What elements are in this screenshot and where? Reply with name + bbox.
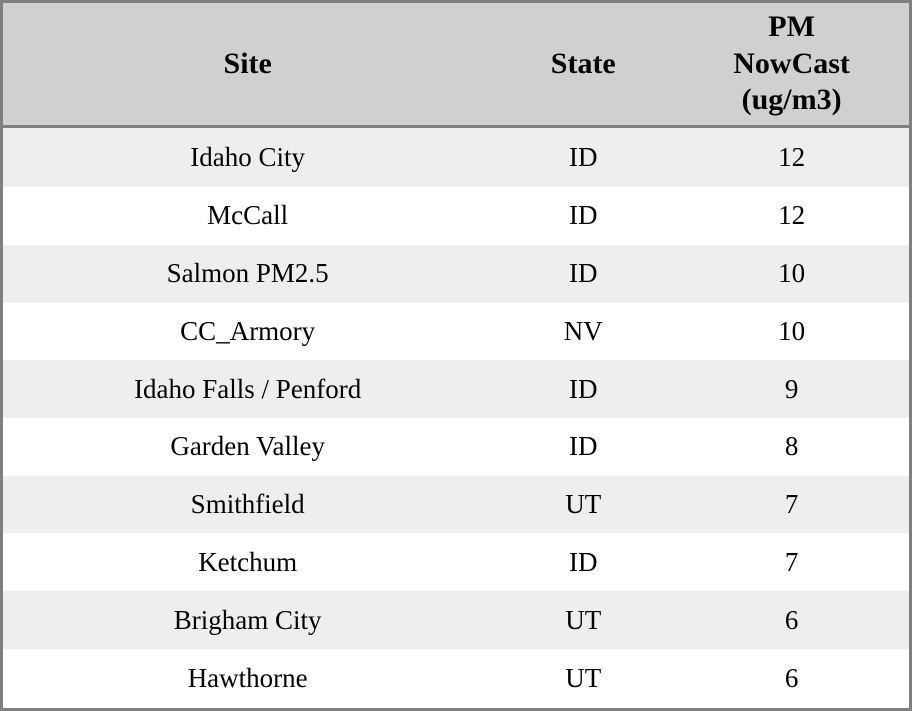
site-cell: McCall (207, 200, 289, 231)
state-cell: ID (569, 200, 598, 231)
table-row (2, 245, 911, 303)
table-row (2, 187, 911, 245)
site-cell: Garden Valley (170, 431, 326, 462)
state-cell: UT (565, 604, 602, 635)
value-cell: 12 (778, 200, 806, 231)
site-cell: Salmon PM2.5 (166, 258, 329, 289)
table-row (2, 303, 911, 361)
value-cell: 10 (778, 315, 806, 346)
col-header-site: Site (2, 2, 493, 127)
table-row (2, 476, 911, 534)
value-cell: 9 (784, 373, 799, 404)
state-cell: ID (569, 373, 598, 404)
table-row (2, 591, 911, 649)
col-header-state: State (492, 2, 674, 127)
state-cell: ID (569, 546, 598, 577)
table-row (2, 533, 911, 591)
value-cell: 6 (784, 662, 799, 693)
value-cell: 7 (784, 489, 799, 520)
pm-header-line-1: PM (768, 10, 815, 44)
site-cell: Smithfield (190, 489, 305, 520)
value-cell: 8 (784, 431, 799, 462)
site-cell: Idaho City (190, 142, 306, 173)
state-cell: UT (565, 662, 602, 693)
site-cell: Hawthorne (187, 662, 308, 693)
site-cell: Idaho Falls / Penford (134, 373, 362, 404)
site-cell: Brigham City (173, 604, 322, 635)
table-row (2, 418, 911, 476)
pm-header-line-3: (ug/m3) (741, 83, 842, 117)
value-cell: 12 (778, 142, 806, 173)
table-row (2, 649, 911, 710)
value-cell: 6 (784, 604, 799, 635)
site-cell: Ketchum (198, 546, 298, 577)
state-cell: NV (563, 315, 603, 346)
value-cell: 10 (778, 258, 806, 289)
pm-header-line-2: NowCast (733, 46, 850, 80)
state-cell: UT (565, 489, 602, 520)
col-header-pm-nowcast (674, 2, 910, 127)
state-cell: ID (569, 258, 598, 289)
table-row (2, 360, 911, 418)
table-header-row (2, 2, 911, 127)
value-cell: 7 (784, 546, 799, 577)
state-cell: ID (569, 431, 598, 462)
table-row (2, 127, 911, 188)
state-cell: ID (569, 142, 598, 173)
site-cell: CC_Armory (180, 315, 316, 346)
